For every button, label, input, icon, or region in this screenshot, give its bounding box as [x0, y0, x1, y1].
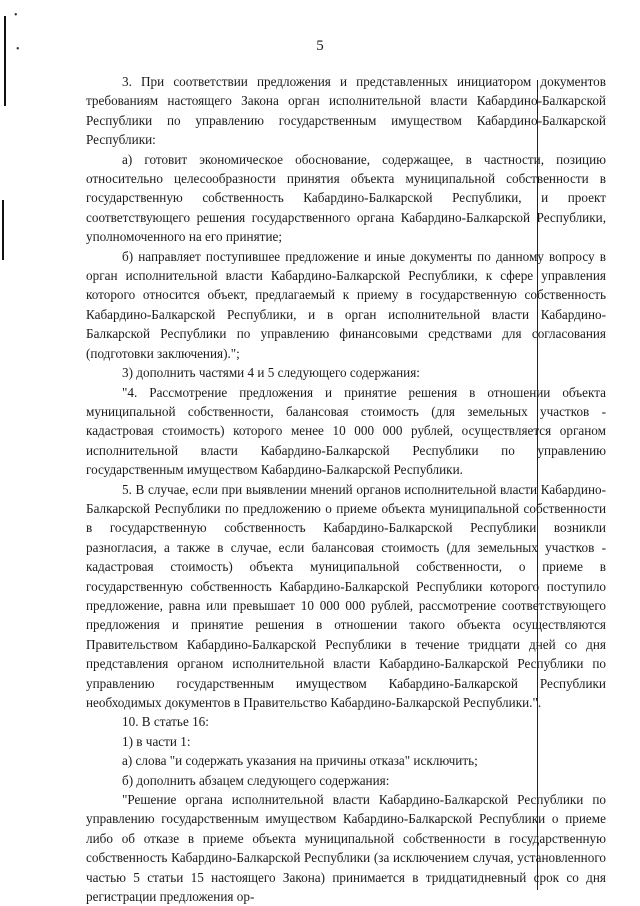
paragraph: б) дополнить абзацем следующего содержания:	[122, 772, 390, 788]
page-number: 5	[316, 38, 324, 54]
paragraph: 3) дополнить частями 4 и 5 следующего содержания:	[122, 365, 420, 381]
paragraph: "Решение органа исполнительной власти Кабардино-Балкарской Республики по управлению государственным имуществом Кабардино-Балкарской Республики о приеме либо об отказе в приеме объекта муниципальной собственности в государственную собственность Кабардино-Балкарской Республики (за исключением случая, установленного частью 5 статьи 15 настоящего Закона) принимается в тридцатидневный срок со дня регистрации предложения ор-	[86, 792, 606, 905]
paragraph: б) направляет поступившее предложение и иные документы по данному вопросу в орган исполнительной власти Кабардино-Балкарской Республики, к сфере управления которого относится объект, предлагаемый к приему в государственную собственность Кабардино-Балкарской Республики, и в орган исполнительной власти Кабардино-Балкарской Республики по управлению финансовыми средствами для согласования (подготовки заключения).";	[86, 248, 606, 361]
left-edge-scan-line-lower	[2, 200, 4, 260]
paragraph: "4. Рассмотрение предложения и принятие решения в отношении объекта муниципальной собственности, балансовая стоимость (для земельных участков - кадастровая стоимость) которого менее 10 000 000 рублей, осуществляется органом исполнительной власти Кабардино-Балкарской Республики по управлению государственным имуществом Кабардино-Балкарской Республики.	[86, 384, 606, 478]
paragraph: а) слова "и содержать указания на причины отказа" исключить;	[122, 753, 478, 769]
margin-mark-top: •	[14, 10, 18, 21]
paragraph: 1) в части 1:	[122, 733, 191, 749]
margin-mark-left: •	[16, 44, 20, 55]
paragraph: 5. В случае, если при выявлении мнений органов исполнительной власти Кабардино-Балкарской Республики по предложению о приеме объекта муниципальной собственности в государственную собственность Кабардино-Балкарской Республики возникли разногласия, а также в случае, если балансовая стоимость (для земельных участков - кадастровая стоимость) объекта муниципальной собственности, о приеме в государственную собственность Кабардино-Балкарской Республики которого поступило предложение, равна или превышает 10 000 000 рублей, рассмотрение соответствующего предложения и принятие решения в отношении такого объекта осуществляются Правительством Кабардино-Балкарской Республики в течение тридцати дней со дня представления органом исполнительной власти Кабардино-Балкарской Республики по управлению государственным имуществом Кабардино-Балкарской Республики необходимых документов в Правительство Кабардино-Балкарской Республики.".	[86, 481, 606, 710]
left-edge-scan-line	[4, 16, 6, 106]
paragraph: 10. В статье 16:	[122, 714, 209, 730]
paragraph: 3. При соответствии предложения и представленных инициатором документов требованиям настоящего Закона орган исполнительной власти Кабардино-Балкарской Республики по управлению государственным имуществом Кабардино-Балкарской Республики:	[86, 74, 606, 148]
paragraph: а) готовит экономическое обоснование, содержащее, в частности, позицию относительно целесообразности принятия объекта муниципальной собственности в государственную собственность Кабардино-Балкарской Республики, и проект соответствующего решения государственного органа Кабардино-Балкарской Республики, уполномоченного на его принятие;	[86, 151, 606, 245]
document-body	[86, 72, 606, 906]
